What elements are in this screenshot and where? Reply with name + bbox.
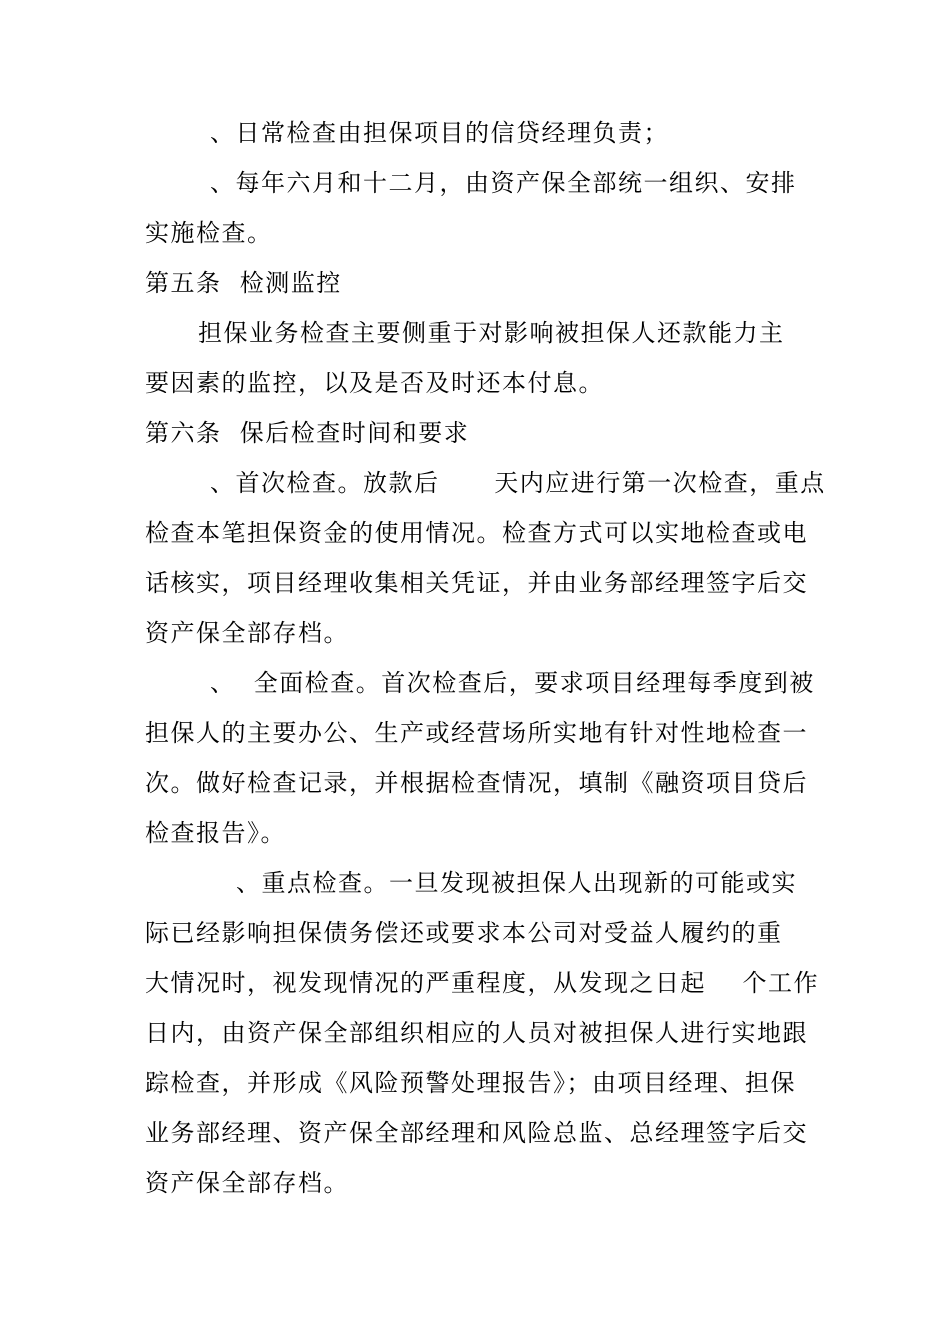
key-check-cont-6: 资产保全部存档。 [145, 1169, 349, 1197]
key-check-cont-3: 日内，由资产保全部组织相应的人员对被担保人进行实地跟 [145, 1019, 808, 1047]
full-check-cont-1: 担保人的主要办公、生产或经营场所实地有针对性地检查一 [145, 719, 808, 747]
item-semiannual-check: 、每年六月和十二月，由资产保全部统一组织、安排 [210, 169, 797, 197]
article-5-body-cont: 要因素的监控，以及是否及时还本付息。 [145, 369, 604, 397]
first-check: 、首次检查。放款后 天内应进行第一次检查，重点 [210, 469, 826, 497]
article-5-heading: 第五条 检测监控 [145, 269, 342, 297]
first-check-cont-1: 检查本笔担保资金的使用情况。检查方式可以实地检查或电 [145, 519, 808, 547]
article-6-heading: 第六条 保后检查时间和要求 [145, 419, 470, 447]
key-check: 、重点检查。一旦发现被担保人出现新的可能或实 [236, 869, 797, 897]
key-check-cont-2: 大情况时，视发现情况的严重程度，从发现之日起 个工作 [145, 969, 820, 997]
first-check-cont-2: 话核实，项目经理收集相关凭证，并由业务部经理签字后交 [145, 569, 808, 597]
article-5-body: 担保业务检查主要侧重于对影响被担保人还款能力主 [198, 319, 785, 347]
item-daily-check: 、日常检查由担保项目的信贷经理负责； [210, 119, 669, 147]
key-check-cont-1: 际已经影响担保债务偿还或要求本公司对受益人履约的重 [145, 919, 783, 947]
item-semiannual-check-cont: 实施检查。 [145, 219, 273, 247]
key-check-cont-4: 踪检查，并形成《风险预警处理报告》；由项目经理、担保 [145, 1069, 796, 1097]
key-check-cont-5: 业务部经理、资产保全部经理和风险总监、总经理签字后交 [145, 1119, 808, 1147]
full-check-cont-2: 次。做好检查记录，并根据检查情况，填制《融资项目贷后 [145, 769, 808, 797]
first-check-cont-3: 资产保全部存档。 [145, 619, 349, 647]
full-check-cont-3: 检查报告》。 [145, 819, 286, 847]
full-check: 、 全面检查。首次检查后，要求项目经理每季度到被 [210, 669, 815, 697]
